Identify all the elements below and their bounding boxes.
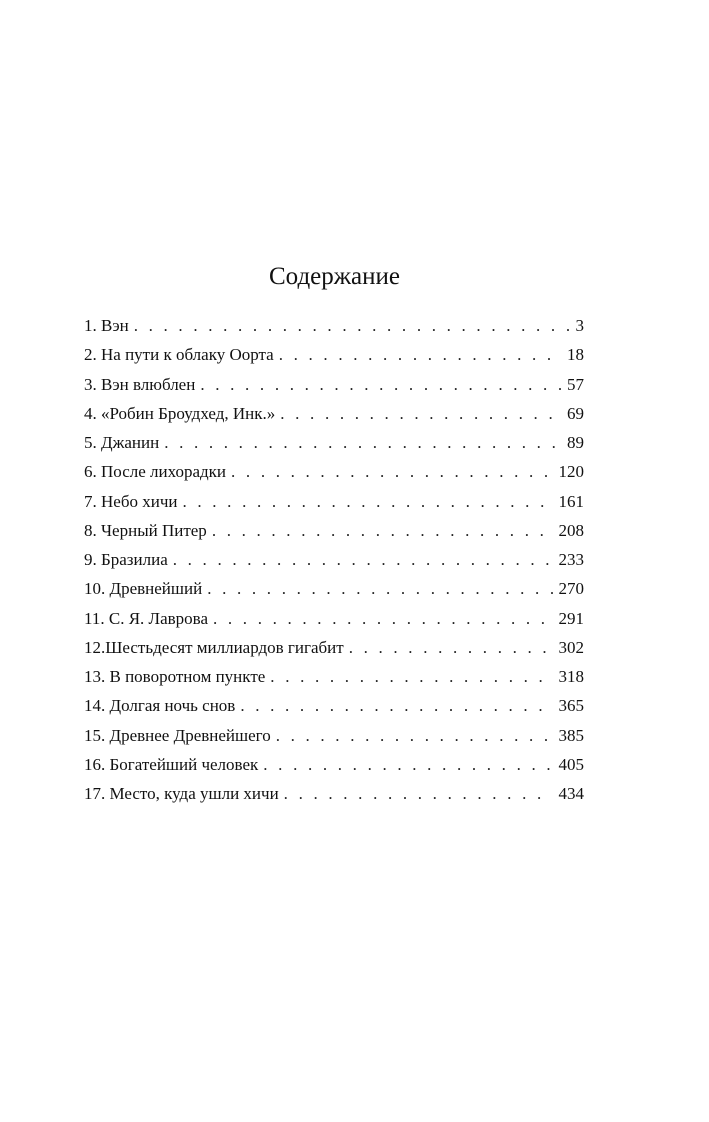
dot-leader xyxy=(276,721,553,750)
toc-entry-page: 161 xyxy=(558,491,584,511)
dot-leader xyxy=(284,779,553,808)
dot-leader xyxy=(270,662,552,691)
toc-entry xyxy=(84,691,584,720)
dot-leader xyxy=(164,428,561,457)
toc-entry-label: 8. Черный Питер xyxy=(84,520,207,540)
dot-leader xyxy=(182,487,552,516)
dot-leader xyxy=(279,340,561,369)
toc-entry-page: 57 xyxy=(567,374,584,394)
toc-list xyxy=(84,311,584,808)
toc-entry-label: 11. С. Я. Лаврова xyxy=(84,608,208,628)
toc-entry-label: 13. В поворотном пункте xyxy=(84,667,266,686)
toc-entry-page: 318 xyxy=(558,667,584,686)
dot-leader xyxy=(263,750,552,779)
dot-leader xyxy=(207,574,552,603)
toc-entry-page: 3 xyxy=(575,316,584,335)
dot-leader xyxy=(240,691,552,720)
toc-entry xyxy=(84,574,584,603)
toc-entry xyxy=(84,487,584,516)
dot-leader xyxy=(200,370,561,399)
toc-entry-label: 15. Древнее Древнейшего xyxy=(84,725,271,745)
toc-entry-page: 18 xyxy=(567,345,584,365)
toc-entry-label: 3. Вэн влюблен xyxy=(84,374,196,394)
toc-entry xyxy=(84,428,584,457)
toc-entry xyxy=(84,311,584,340)
toc-entry-label: 17. Место, куда ушли хичи xyxy=(84,784,279,803)
toc-entry xyxy=(84,370,584,399)
toc-entry-page: 69 xyxy=(567,403,584,423)
toc-entry-label: 16. Богатейший человек xyxy=(84,754,259,774)
toc-entry xyxy=(84,399,584,428)
toc-entry-page: 120 xyxy=(558,462,584,482)
toc-entry-label: 9. Бразилиа xyxy=(84,550,168,569)
toc-entry xyxy=(84,545,584,574)
toc-entry-page: 233 xyxy=(558,550,584,569)
toc-entry-page: 434 xyxy=(558,784,584,803)
toc-entry xyxy=(84,516,584,545)
toc-entry-page: 270 xyxy=(558,579,584,599)
toc-entry-page: 405 xyxy=(558,754,584,774)
dot-leader xyxy=(213,604,553,633)
toc-title: Содержание xyxy=(269,263,400,290)
toc-entry-page: 302 xyxy=(558,637,584,657)
toc-entry-page: 89 xyxy=(567,433,584,452)
toc-entry-label: 7. Небо хичи xyxy=(84,491,178,511)
dot-leader xyxy=(212,516,553,545)
toc-entry xyxy=(84,340,584,369)
toc-entry-page: 385 xyxy=(558,725,584,745)
dot-leader xyxy=(231,457,552,486)
toc-entry xyxy=(84,750,584,779)
toc-entry-page: 365 xyxy=(558,696,584,716)
toc-entry-label: 12.Шестьдесят миллиардов гигабит xyxy=(84,637,344,657)
dot-leader xyxy=(349,633,553,662)
toc-entry xyxy=(84,604,584,633)
dot-leader xyxy=(280,399,561,428)
dot-leader xyxy=(173,545,553,574)
toc-entry-label: 6. После лихорадки xyxy=(84,462,227,482)
toc-entry-page: 208 xyxy=(558,520,584,540)
toc-entry xyxy=(84,662,584,691)
toc-entry-label: 5. Джанин xyxy=(84,433,160,452)
toc-entry-label: 1. Вэн xyxy=(84,316,129,335)
dot-leader xyxy=(134,311,570,340)
toc-entry xyxy=(84,779,584,808)
toc-entry xyxy=(84,633,584,662)
toc-entry-label: 10. Древнейший xyxy=(84,579,203,599)
toc-entry-label: 14. Долгая ночь снов xyxy=(84,696,236,716)
toc-entry-page: 291 xyxy=(558,608,584,628)
toc-entry-label: 2. На пути к облаку Оорта xyxy=(84,345,274,365)
toc-entry xyxy=(84,721,584,750)
toc-entry xyxy=(84,457,584,486)
toc-entry-label: 4. «Робин Броудхед, Инк.» xyxy=(84,403,276,423)
